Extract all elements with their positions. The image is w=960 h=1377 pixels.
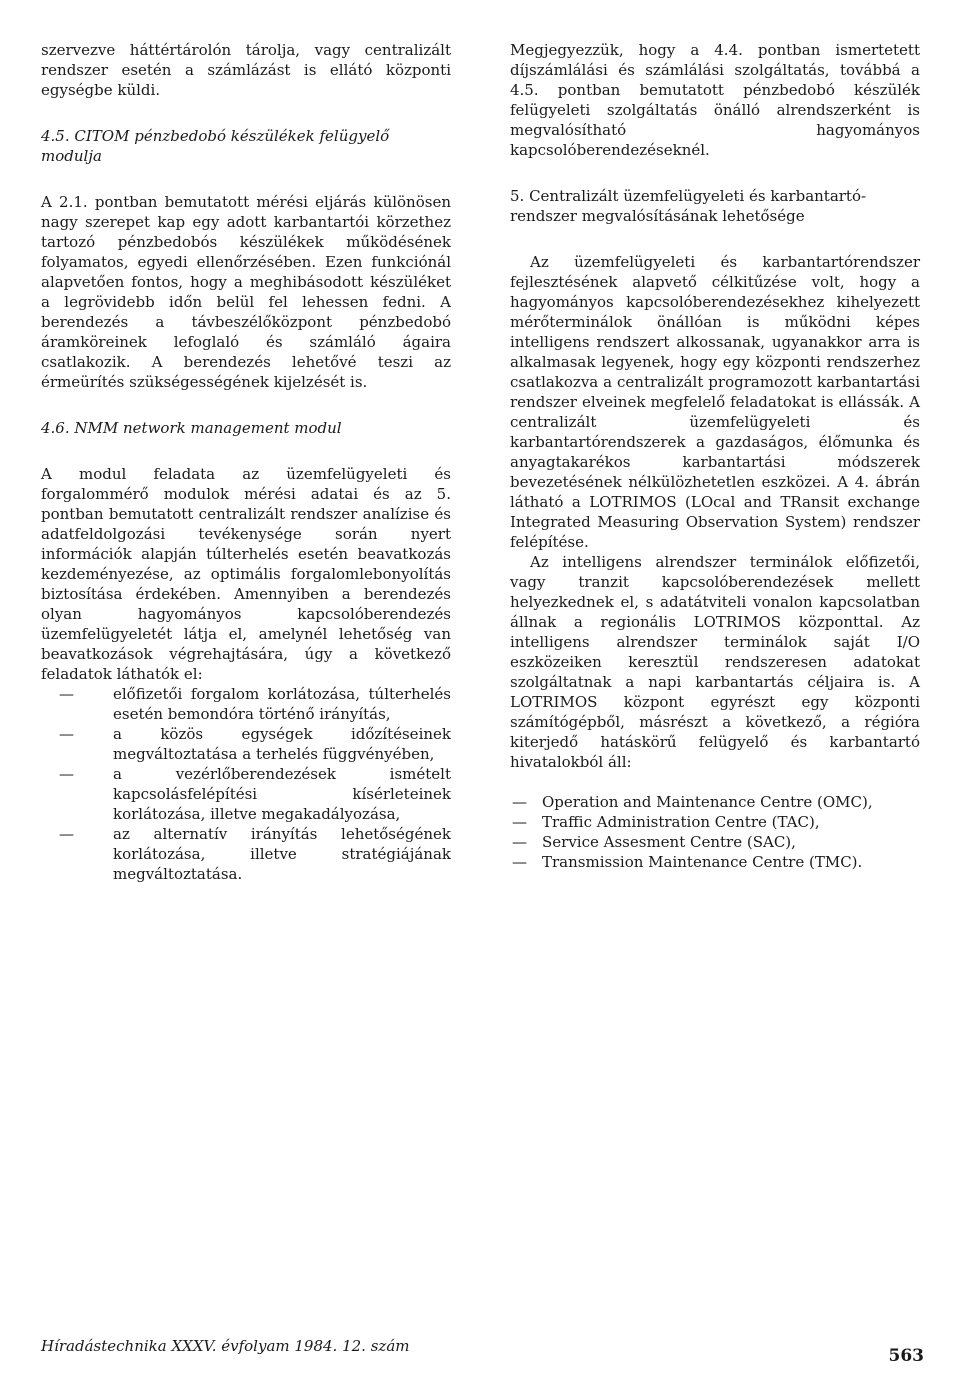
paragraph-nmm: A modul feladata az üzemfelügyeleti és forgalommérő modulok mérési adatai és az 5. pontban bemutatott centralizált rendszer analízise és adatfeldolgozási tevékenysége során nyert információk alapján túlterhelés esetén beavatkozás kezdeményezése, az optimális forgalomlebonyolítás biztosítása érdekében. Amennyiben a berendezés olyan hagyományos kapcsolóberendezés üzemfelügyeletét látja el, amelynél lehetőség van beavatkozások végrehajtására, úgy a következő feladatok láthatók el: [41, 465, 451, 683]
list-item: — Service Assesment Centre (SAC), [510, 832, 920, 852]
list-item: — a közös egységek időzítéseinek megváltoztatása a terhelés függvényében, [41, 724, 451, 764]
paragraph-note: Megjegyezzük, hogy a 4.4. pontban ismertetett díjszámlálási és számlálási szolgáltatás, továbbá a 4.5. pontban bemutatott pénzbedobó készülék felügyeleti szolgáltatás önálló alrendszerként is megvalósítható hagyományos kapcsolóberendezéseknél. [510, 41, 920, 159]
task-list [41, 684, 451, 884]
paragraph-development: Az üzemfelügyeleti és karbantartórendszer fejlesztésének alapvető célkitűzése volt, hogy a hagyományos kapcsolóberendezésekhez kihelyezett mérőterminálok önállóan is működni képes intelligens rendszert alkossanak, ugyanakkor arra is alkalmasak legyenek, hogy egy központi rendszerhez csatlakozva a centralizált programozott karbantartási rendszer elveinek megfelelő feladatokat is ellássák. A centralizált üzemfelügyeleti és karbantartórendszerek a gazdaságos, élőmunka és anyagtakarékos karbantartási módszerek bevezetésének nélkülözhetetlen eszközei. A 4. ábrán látható a LOTRIMOS (LOcal and TRansit exchange Integrated Measuring Observation System) rendszer felépítése. [510, 253, 920, 551]
list-item: — előfizetői forgalom korlátozása, túlterhelés esetén bemondóra történő irányítás, [41, 684, 451, 724]
list-item: — a vezérlőberendezések ismételt kapcsolásfelépítési kísérleteinek korlátozása, illetve megakadályozása, [41, 764, 451, 824]
paragraph-terminals: Az intelligens alrendszer terminálok előfizetői, vagy tranzit kapcsolóberendezések mellett helyezkednek el, s adatátviteli vonalon kapcsolatban állnak a regionális LOTRIMOS központtal. Az intelligens alrendszer terminálok saját I/O eszközeiken keresztül rendszeresen adatokat szolgáltatnak a napi karbantartás céljaira is. A LOTRIMOS központ egyrészt egy központi számítógépből, másrészt a következő, a régióra kiterjedő hatáskörű felügyelő és karbantartó hivatalokból áll: [510, 553, 920, 771]
centre-list [510, 792, 920, 872]
left-column [41, 40, 451, 884]
section-heading-4-5: 4.5. CITOM pénzbedobó készülékek felügyelő modulja [41, 127, 390, 165]
page-number: 563 [888, 1346, 924, 1366]
list-item: — Operation and Maintenance Centre (OMC), [510, 792, 920, 812]
section-heading-5: 5. Centralizált üzemfelügyeleti és karbantartó-rendszer megvalósításának lehetősége [510, 187, 867, 225]
list-item: — Transmission Maintenance Centre (TMC). [510, 852, 920, 872]
right-column [510, 40, 920, 872]
journal-footer: Híradástechnika XXXV. évfolyam 1984. 12. szám [41, 1337, 410, 1355]
paragraph-coin-box: A 2.1. pontban bemutatott mérési eljárás különösen nagy szerepet kap egy adott karbantartói körzethez tartozó pénzbedobós készülékek működésének folyamatos, egyedi ellenőrzésében. Ezen funkciónál alapvetően fontos, hogy a meghibásodott készüléket a legrövidebb időn belül fel lehessen fedni. A berendezés a távbeszélőközpont pénzbedobó áramköreinek lefoglaló és számláló ágaira csatlakozik. A berendezés lehetővé teszi az érmeürítés szükségességének kijelzését is. [41, 193, 451, 391]
paragraph-storage: szervezve háttértárolón tárolja, vagy centralizált rendszer esetén a számlázást is ellátó központi egységbe küldi. [41, 41, 451, 99]
section-heading-4-6: 4.6. NMM network management modul [41, 419, 342, 437]
list-item: — az alternatív irányítás lehetőségének korlátozása, illetve stratégiájának megváltoztatása. [41, 824, 451, 884]
list-item: — Traffic Administration Centre (TAC), [510, 812, 920, 832]
